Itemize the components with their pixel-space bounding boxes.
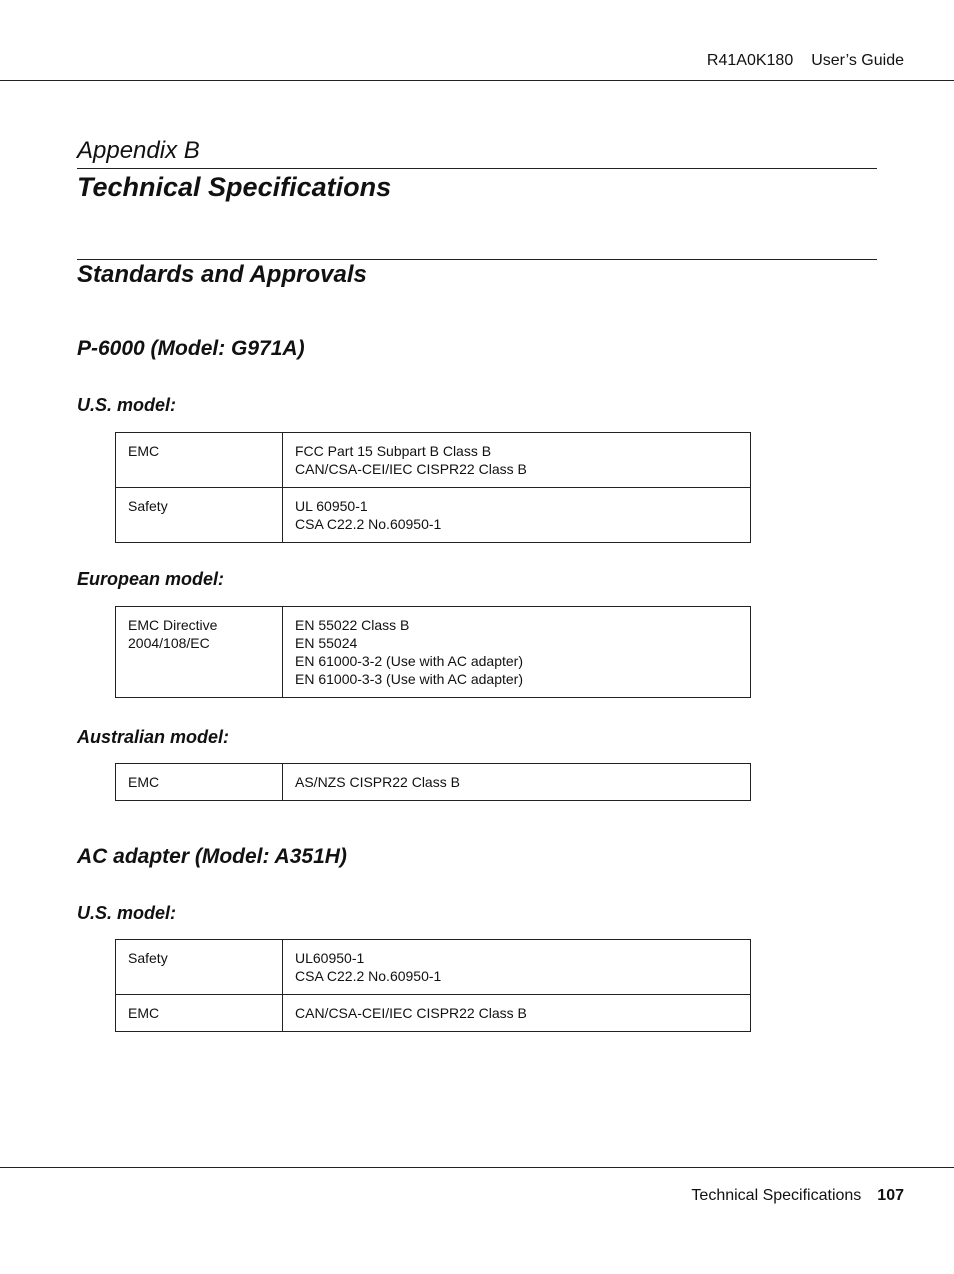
adapter-model-heading: AC adapter (Model: A351H) (77, 845, 347, 868)
table-row (116, 764, 751, 801)
page-footer (691, 1187, 904, 1205)
guide-label: User’s Guide (811, 52, 904, 69)
table-value-cell: UL60950-1 CSA C22.2 No.60950-1 (283, 940, 751, 995)
chapter-divider (77, 168, 877, 169)
table-row (116, 940, 751, 995)
table-row (116, 433, 751, 488)
table-value-cell: UL 60950-1 CSA C22.2 No.60950-1 (283, 488, 751, 543)
footer-divider (0, 1167, 954, 1168)
adapter-us-model-heading: U.S. model: (77, 903, 177, 923)
table-row (116, 995, 751, 1032)
adapter-us-table (115, 939, 751, 1032)
table-key-cell: Safety (116, 488, 283, 543)
printer-us-table (115, 432, 751, 543)
section-title: Standards and Approvals (77, 261, 367, 288)
table-value-cell: FCC Part 15 Subpart B Class B CAN/CSA-CEI/IEC CISPR22 Class B (283, 433, 751, 488)
chapter-title: Technical Specifications (77, 172, 392, 202)
page-number: 107 (877, 1187, 904, 1204)
printer-model-heading: P-6000 (Model: G971A) (77, 337, 305, 360)
doc-code: R41A0K180 (706, 52, 794, 69)
table-value-cell: AS/NZS CISPR22 Class B (283, 764, 751, 801)
table-value-cell: EN 55022 Class B EN 55024 EN 61000-3-2 (Use with AC adapter) EN 61000-3-3 (Use with AC adapter) (283, 607, 751, 698)
table-key-cell: EMC (116, 433, 283, 488)
header-divider (0, 80, 954, 81)
table-row (116, 607, 751, 698)
printer-au-table (115, 763, 751, 801)
footer-section: Technical Specifications (691, 1187, 862, 1204)
section-divider (77, 259, 877, 260)
printer-eu-table (115, 606, 751, 698)
table-key-cell: EMC (116, 764, 283, 801)
table-key-cell: EMC Directive 2004/108/EC (116, 607, 283, 698)
printer-us-model-heading: U.S. model: (77, 395, 177, 415)
table-key-cell: EMC (116, 995, 283, 1032)
printer-eu-model-heading: European model: (77, 569, 225, 589)
table-key-cell: Safety (116, 940, 283, 995)
table-row (116, 488, 751, 543)
printer-au-model-heading: Australian model: (77, 727, 230, 747)
page-header (707, 52, 904, 70)
table-value-cell: CAN/CSA-CEI/IEC CISPR22 Class B (283, 995, 751, 1032)
appendix-label: Appendix B (77, 137, 200, 164)
